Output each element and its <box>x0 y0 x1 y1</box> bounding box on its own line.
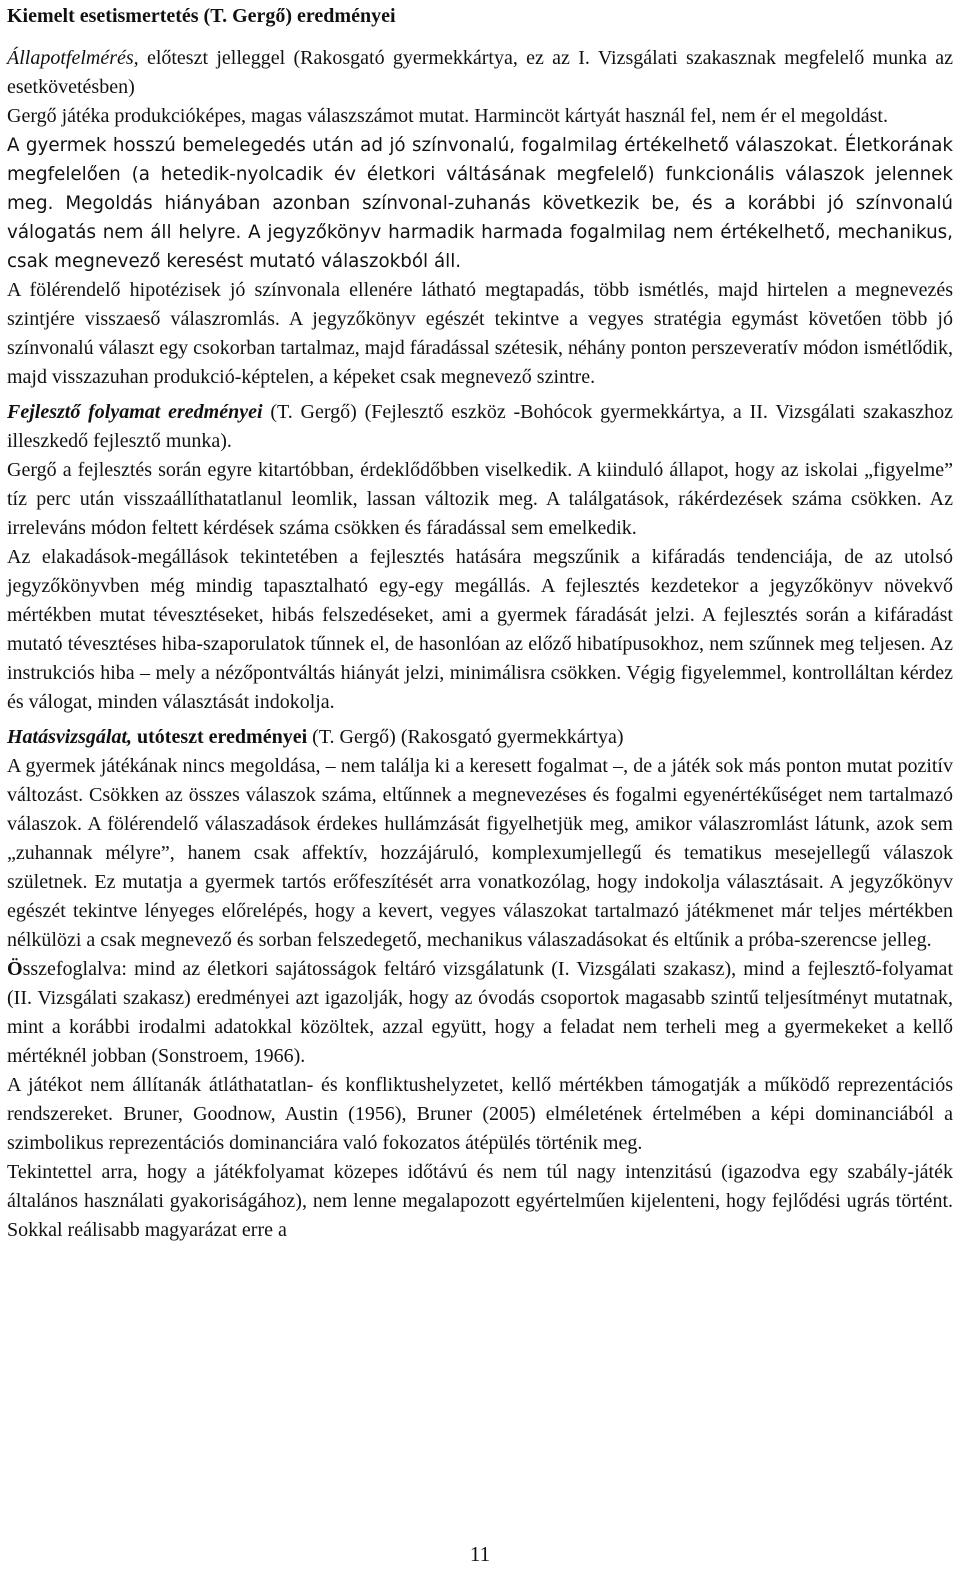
section1-paragraph-2c: A jegyzőkönyv harmadik harmada fogalmilag nem értékelhető, mechanikus, csak megnevező keresést mutató válaszokból áll. <box>7 222 953 272</box>
page-number: 11 <box>469 1542 491 1566</box>
section3-paragraph-3: A játékot nem állítanák átláthatatlan- és konfliktushelyzetet, kellő mértékben támogatják a működő reprezentációs rendszereket. Bruner, Goodnow, Austin (1956), Bruner (2005) elméletének értelmében a képi dominanciából a szimbolikus reprezentációs dominanciára való fokozatos átépülés történik meg. <box>7 1074 953 1154</box>
section1-title-rest: előteszt jelleggel (Rakosgató gyermekkártya, ez az I. Vizsgálati szakasznak megfelelő munka az esetkövetésben) <box>7 47 953 98</box>
document-page <box>7 0 953 1245</box>
section1-heading <box>7 44 953 102</box>
section2-paragraph-1: Gergő a fejlesztés során egyre kitartóbban, érdeklődőbben viselkedik. A kiinduló állapot, hogy az iskolai „figyelme” tíz perc után visszaállíthatatlanul leomlik, lassan változik meg. A találgatások, rákérdezések száma csökken. Az irreleváns módon feltett kérdések száma csökken és fáradással sem emelkedik. <box>7 459 953 539</box>
section3-title-bold-italic: Hatásvizsgálat, <box>7 726 133 748</box>
page-title: Kiemelt esetismertetés (T. Gergő) eredményei <box>7 5 396 27</box>
section1-paragraph-2 <box>7 131 953 276</box>
section1-title-italic: Állapotfelmérés, <box>7 47 139 69</box>
section2-title-italic: Fejlesztő folyamat eredményei <box>7 401 263 423</box>
section1-paragraph-3: A fölérendelő hipotézisek jó színvonala ellenére látható megtapadás, több ismétlés, majd hirtelen a megnevezés szintjére visszaeső válaszromlás. A jegyzőkönyv egészét tekintve a vegyes stratégia egymást követően több jó színvonalú választ egy csokorban tartalmaz, majd fáradással szétesik, néhány ponton perszeveratív módon ismétlődik, majd visszazuhan produkció-képtelen, a képeket csak megnevező szintre. <box>7 279 953 388</box>
section3-title-rest: (T. Gergő) (Rakosgató gyermekkártya) <box>307 726 624 748</box>
section1-paragraph-1: Gergő játéka produkcióképes, magas válaszszámot mutat. Harmincöt kártyát használ fel, nem ér el megoldást. <box>7 105 888 127</box>
section2-title-rest: (T. Gergő) (Fejlesztő eszköz -Bohócok gyermekkártya, a II. Vizsgálati szakaszhoz illeszkedő fejlesztő munka). <box>7 401 953 452</box>
section1-paragraph-2b: Megoldás hiányában azonban színvonal-zuhanás következik be, és a korábbi jó színvonalú válogatás nem áll helyre. <box>7 193 953 243</box>
section3-heading <box>7 723 953 752</box>
summary-text: sszefoglalva: mind az életkori sajátosságok feltáró vizsgálatunk (I. Vizsgálati szakasz), mind a fejlesztő-folyamat (II. Vizsgálati szakasz) eredményei azt igazolják, hogy az óvodás csoportok magasabb szintű teljesítményt mutatnak, mint a korábbi irodalmi adatokkal közöltek, azzal együtt, hogy a feladat nem terheli meg a gyermekeket a kellő mértéknél jobban (Sonstroem, 1966). <box>7 958 953 1067</box>
section3-title-bold: utóteszt eredményei <box>132 726 308 748</box>
section1-paragraph-2a: A gyermek hosszú bemelegedés után ad jó színvonalú, fogalmilag értékelhető válaszokat. Életkorának megfelelően (a hetedik-nyolcadik év életkori váltásának megfelelő) funkcionális válaszok jelennek meg. <box>7 135 953 214</box>
section2-paragraph-2: Az elakadások-megállások tekintetében a fejlesztés hatására megszűnik a kifáradás tendenciája, de az utolsó jegyzőkönyvben még mindig tapasztalható egy-egy megállás. A fejlesztés kezdetekor a jegyzőkönyv növekvő mértékben mutat tévesztéseket, hibás felszedéseket, ami a gyermek fáradását jelzi. A fejlesztés során a kifáradást mutató tévesztéses hiba-szaporulatok tűnnek el, de hasonlóan az előző hibatípusokhoz, nem szűnnek meg teljesen. Az instrukciós hiba – mely a nézőpontváltás hiányát jelzi, minimálisra csökken. Végig figyelemmel, kontrolláltan kérdez és válogat, minden választását indokolja. <box>7 546 953 713</box>
summary-paragraph <box>7 955 953 1071</box>
summary-initial: Ö <box>7 958 23 980</box>
section3-paragraph-4: Tekintettel arra, hogy a játékfolyamat közepes időtávú és nem túl nagy intenzitású (igazodva egy szabály-játék általános használati gyakoriságához), nem lenne megalapozott egyértelműen kijelenteni, hogy fejlődési ugrás történt. Sokkal reálisabb magyarázat erre a <box>7 1161 953 1241</box>
section2-heading <box>7 398 953 456</box>
section3-paragraph-1: A gyermek játékának nincs megoldása, – nem találja ki a keresett fogalmat –, de a játék sok más ponton mutat pozitív változást. Csökken az összes válaszok száma, eltűnnek a megnevezéses és fogalmi egyenértékűséget nem tartalmazó válaszok. A fölérendelő válaszadások érdekes hullámzását figyelhetjük meg, amikor válaszromlást látunk, azok sem „zuhannak mélyre”, hanem csak affektív, hozzájáruló, komplexumjellegű és tematikus mesejellegű válaszok születnek. Ez mutatja a gyermek tartós erőfeszítését arra vonatkozólag, hogy indokolja választásait. A jegyzőkönyv egészét tekintve lényeges előrelépés, hogy a kevert, vegyes válaszokat tartalmazó játékmenet már teljes mértékben nélkülözi a csak megnevező és sorban felszedegető, mechanikus válaszadásokat és eltűnik a próba-szerencse jelleg. <box>7 755 953 951</box>
